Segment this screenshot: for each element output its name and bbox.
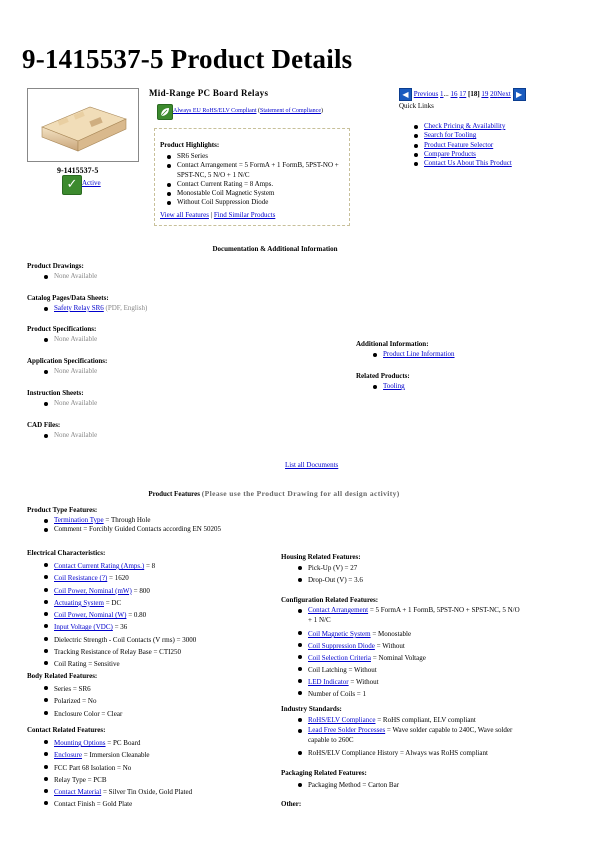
contact-us-link[interactable]: Contact Us About This Product	[424, 159, 512, 168]
product-type-label: Product Type Features:	[27, 506, 98, 514]
check-pricing-link[interactable]: Check Pricing & Availability	[424, 122, 506, 130]
pager-page-20[interactable]: 20	[490, 90, 498, 99]
housing-list	[294, 563, 554, 586]
app-specs-label: Application Specifications:	[27, 357, 108, 365]
body-list	[40, 683, 280, 720]
drawings-value: None Available	[40, 272, 97, 281]
list-item: Contact Arrangement = 5 FormA + 1 FormB, 5PST-NO +	[163, 161, 349, 170]
feature-value: FCC Part 68 Isolation = No	[40, 762, 280, 774]
enclosure-link[interactable]: Enclosure	[54, 751, 82, 760]
list-item: Contact Current Rating = 8 Amps.	[163, 180, 349, 189]
feature-value: Coil Rating = Sensitive	[40, 658, 280, 670]
list-item-continuation: SPST-NC, 5 N/O + 1 N/C	[177, 170, 250, 179]
feature-value: Pick-Up (V) = 27	[294, 563, 554, 575]
coil-magnetic-system-link[interactable]: Coil Magnetic System	[308, 630, 371, 638]
highlights-list	[163, 152, 349, 208]
find-similar-products-link[interactable]: Find Similar Products	[213, 211, 276, 219]
instr-value: None Available	[40, 399, 97, 408]
feature-value: capable to 260C	[308, 735, 354, 744]
product-line-info-link[interactable]: Product Line Information	[383, 350, 455, 358]
pager	[399, 88, 526, 101]
coil-selection-criteria-link[interactable]: Coil Selection Criteria	[308, 654, 371, 662]
additional-info-label: Additional Information:	[356, 340, 429, 348]
list-item: SR6 Series	[163, 152, 349, 161]
feature-value: Polarized = No	[40, 695, 280, 707]
feature-value: = 1620	[107, 574, 129, 583]
packaging-list	[294, 780, 554, 791]
feature-value: Comment = Forcibly Guided Contacts according EN 50205	[40, 525, 280, 534]
configuration-list	[294, 606, 559, 700]
pager-page-19[interactable]: 19	[481, 90, 489, 99]
leaf-icon	[157, 104, 173, 120]
safety-relay-sr6-link[interactable]: Safety Relay SR6	[54, 304, 104, 312]
view-all-features-link[interactable]: View all Features	[160, 211, 209, 219]
pager-next[interactable]: Next	[497, 90, 511, 99]
features-note: (Please use the Product Drawing for all design activity)	[201, 489, 400, 498]
status-active-link[interactable]: Active	[82, 179, 101, 187]
coil-resistance-link[interactable]: Coil Resistance (?)	[54, 574, 108, 583]
next-arrow-icon[interactable]: ▶	[513, 88, 526, 101]
product-feature-selector-link[interactable]: Product Feature Selector	[424, 140, 494, 149]
highlights-title: Product Highlights:	[160, 141, 220, 149]
app-specs-value: None Available	[40, 367, 97, 376]
pager-ellipsis: ...	[443, 90, 449, 99]
input-voltage-link[interactable]: Input Voltage (VDC)	[54, 623, 113, 632]
product-highlights-box	[154, 128, 350, 226]
catalog-suffix: (PDF, English)	[103, 304, 148, 312]
feature-value: Coil Latching = Without	[294, 664, 559, 676]
catalog-label: Catalog Pages/Data Sheets:	[27, 294, 109, 302]
checkmark-icon: ✓	[62, 175, 82, 195]
packaging-label: Packaging Related Features:	[281, 769, 367, 777]
product-subtitle: Mid-Range PC Board Relays	[149, 88, 269, 98]
product-features-heading	[0, 489, 548, 498]
rohs-elv-compliance-link[interactable]: RoHS/ELV Compliance	[308, 716, 376, 724]
cad-value: None Available	[40, 431, 97, 440]
drawings-label: Product Drawings:	[27, 262, 84, 270]
electrical-label: Electrical Characteristics:	[27, 549, 106, 557]
instr-label: Instruction Sheets:	[27, 389, 84, 397]
feature-value: = Monostable	[370, 630, 412, 638]
body-label: Body Related Features:	[27, 672, 98, 680]
pager-previous[interactable]: Previous	[413, 90, 439, 99]
feature-value: = Nominal Voltage	[371, 654, 426, 662]
contact-arrangement-link[interactable]: Contact Arrangement	[308, 606, 369, 614]
rohs-text: Always EU RoHS/ELV Compliant (Statement of Compliance)	[173, 108, 323, 114]
part-number: 9-1415537-5	[57, 166, 99, 175]
electrical-list	[40, 560, 280, 671]
contact-current-rating-link[interactable]: Contact Current Rating (Amps.)	[54, 562, 145, 570]
coil-power-w-link[interactable]: Coil Power, Nominal (W)	[54, 611, 127, 620]
actuating-system-link[interactable]: Actuating System	[54, 598, 104, 607]
other-label: Other:	[281, 800, 302, 808]
pager-page-17[interactable]: 17	[459, 90, 467, 99]
compare-products-link[interactable]: Compare Products	[424, 149, 476, 158]
feature-value-continuation	[294, 736, 559, 749]
feature-value: = Without	[348, 678, 379, 686]
contact-label: Contact Related Features:	[27, 726, 106, 734]
highlights-links	[160, 211, 275, 219]
coil-power-mw-link[interactable]: Coil Power, Nominal (mW)	[54, 586, 132, 595]
cad-label: CAD Files:	[27, 421, 61, 429]
contact-list	[40, 737, 280, 811]
list-item: Monostable Coil Magnetic System	[163, 189, 349, 198]
feature-value: Dielectric Strength - Coil Contacts (V rms) = 3000	[40, 634, 280, 646]
search-tooling-link[interactable]: Search for Tooling	[424, 131, 477, 140]
page-title: 9-1415537-5 Product Details	[22, 44, 353, 74]
feature-value: = 0.80	[126, 611, 147, 620]
feature-value: = 36	[112, 623, 128, 632]
feature-value: Enclosure Color = Clear	[40, 708, 280, 720]
product-type-list	[40, 516, 280, 535]
feature-value: = 8	[144, 562, 156, 570]
feature-value: Contact Finish = Gold Plate	[40, 798, 280, 810]
list-item: Without Coil Suppression Diode	[163, 198, 349, 207]
pager-page-1[interactable]: 1	[440, 90, 444, 99]
feature-value: = 5 FormA + 1 FormB, 5PST-NO + SPST-NC, 5 N/O	[368, 606, 520, 614]
previous-arrow-icon[interactable]: ◀	[399, 88, 412, 101]
feature-value: RoHS/ELV Compliance History = Always was RoHS compliant	[294, 748, 559, 759]
feature-value-continuation	[294, 616, 559, 629]
quick-links-title: Quick Links	[399, 102, 434, 110]
pager-current: [18]	[468, 90, 480, 99]
feature-value: = Through Hole	[103, 516, 151, 524]
housing-label: Housing Related Features:	[281, 553, 361, 561]
industry-label: Industry Standards:	[281, 705, 342, 713]
configuration-label: Configuration Related Features:	[281, 596, 379, 604]
industry-list	[294, 715, 559, 759]
feature-value: = DC	[103, 598, 122, 607]
pager-page-16[interactable]: 16	[450, 90, 458, 99]
feature-value: = Without	[374, 642, 405, 650]
feature-value: = Immersion Cleanable	[82, 751, 150, 760]
product-image	[27, 88, 139, 162]
rohs-compliance-link[interactable]: Always EU RoHS/ELV Compliant	[173, 108, 257, 114]
quick-links-list	[410, 122, 512, 168]
rohs-row	[157, 104, 173, 121]
feature-value: = Wave solder capable to 240C, Wave solder	[385, 726, 513, 734]
list-item	[163, 171, 349, 180]
feature-value: Series = SR6	[40, 683, 280, 695]
feature-value: = 800	[131, 586, 150, 595]
documentation-heading: Documentation & Additional Information	[212, 245, 338, 253]
feature-value: Number of Coils = 1	[294, 688, 559, 700]
specs-value: None Available	[40, 335, 97, 344]
feature-value: = Silver Tin Oxide, Gold Plated	[101, 788, 193, 797]
specs-label: Product Specifications:	[27, 325, 97, 333]
contact-material-link[interactable]: Contact Material	[54, 788, 102, 797]
coil-suppression-diode-link[interactable]: Coil Suppression Diode	[308, 642, 375, 650]
link-separator: |	[210, 211, 213, 219]
list-all-documents-link[interactable]: List all Documents	[285, 461, 339, 469]
termination-type-link[interactable]: Termination Type	[54, 516, 104, 524]
tooling-link[interactable]: Tooling	[383, 382, 405, 390]
feature-value: = RoHS compliant, ELV compliant	[375, 716, 476, 724]
mounting-options-link[interactable]: Mounting Options	[54, 739, 106, 747]
related-products-label: Related Products:	[356, 372, 410, 380]
feature-value: = PC Board	[105, 739, 141, 747]
feature-value: Tracking Resistance of Relay Base = CTI250	[40, 646, 280, 658]
led-indicator-link[interactable]: LED Indicator	[308, 678, 349, 686]
feature-value: + 1 N/C	[308, 615, 331, 624]
feature-value: Packaging Method = Carton Bar	[294, 780, 554, 791]
feature-value: Relay Type = PCB	[40, 774, 280, 786]
features-title: Product Features	[148, 490, 200, 498]
statement-of-compliance-link[interactable]: Statement of Compliance	[260, 108, 321, 114]
lead-free-solder-link[interactable]: Lead Free Solder Processes	[308, 726, 386, 734]
status-row	[62, 175, 82, 195]
feature-value: Drop-Out (V) = 3.6	[294, 575, 554, 587]
